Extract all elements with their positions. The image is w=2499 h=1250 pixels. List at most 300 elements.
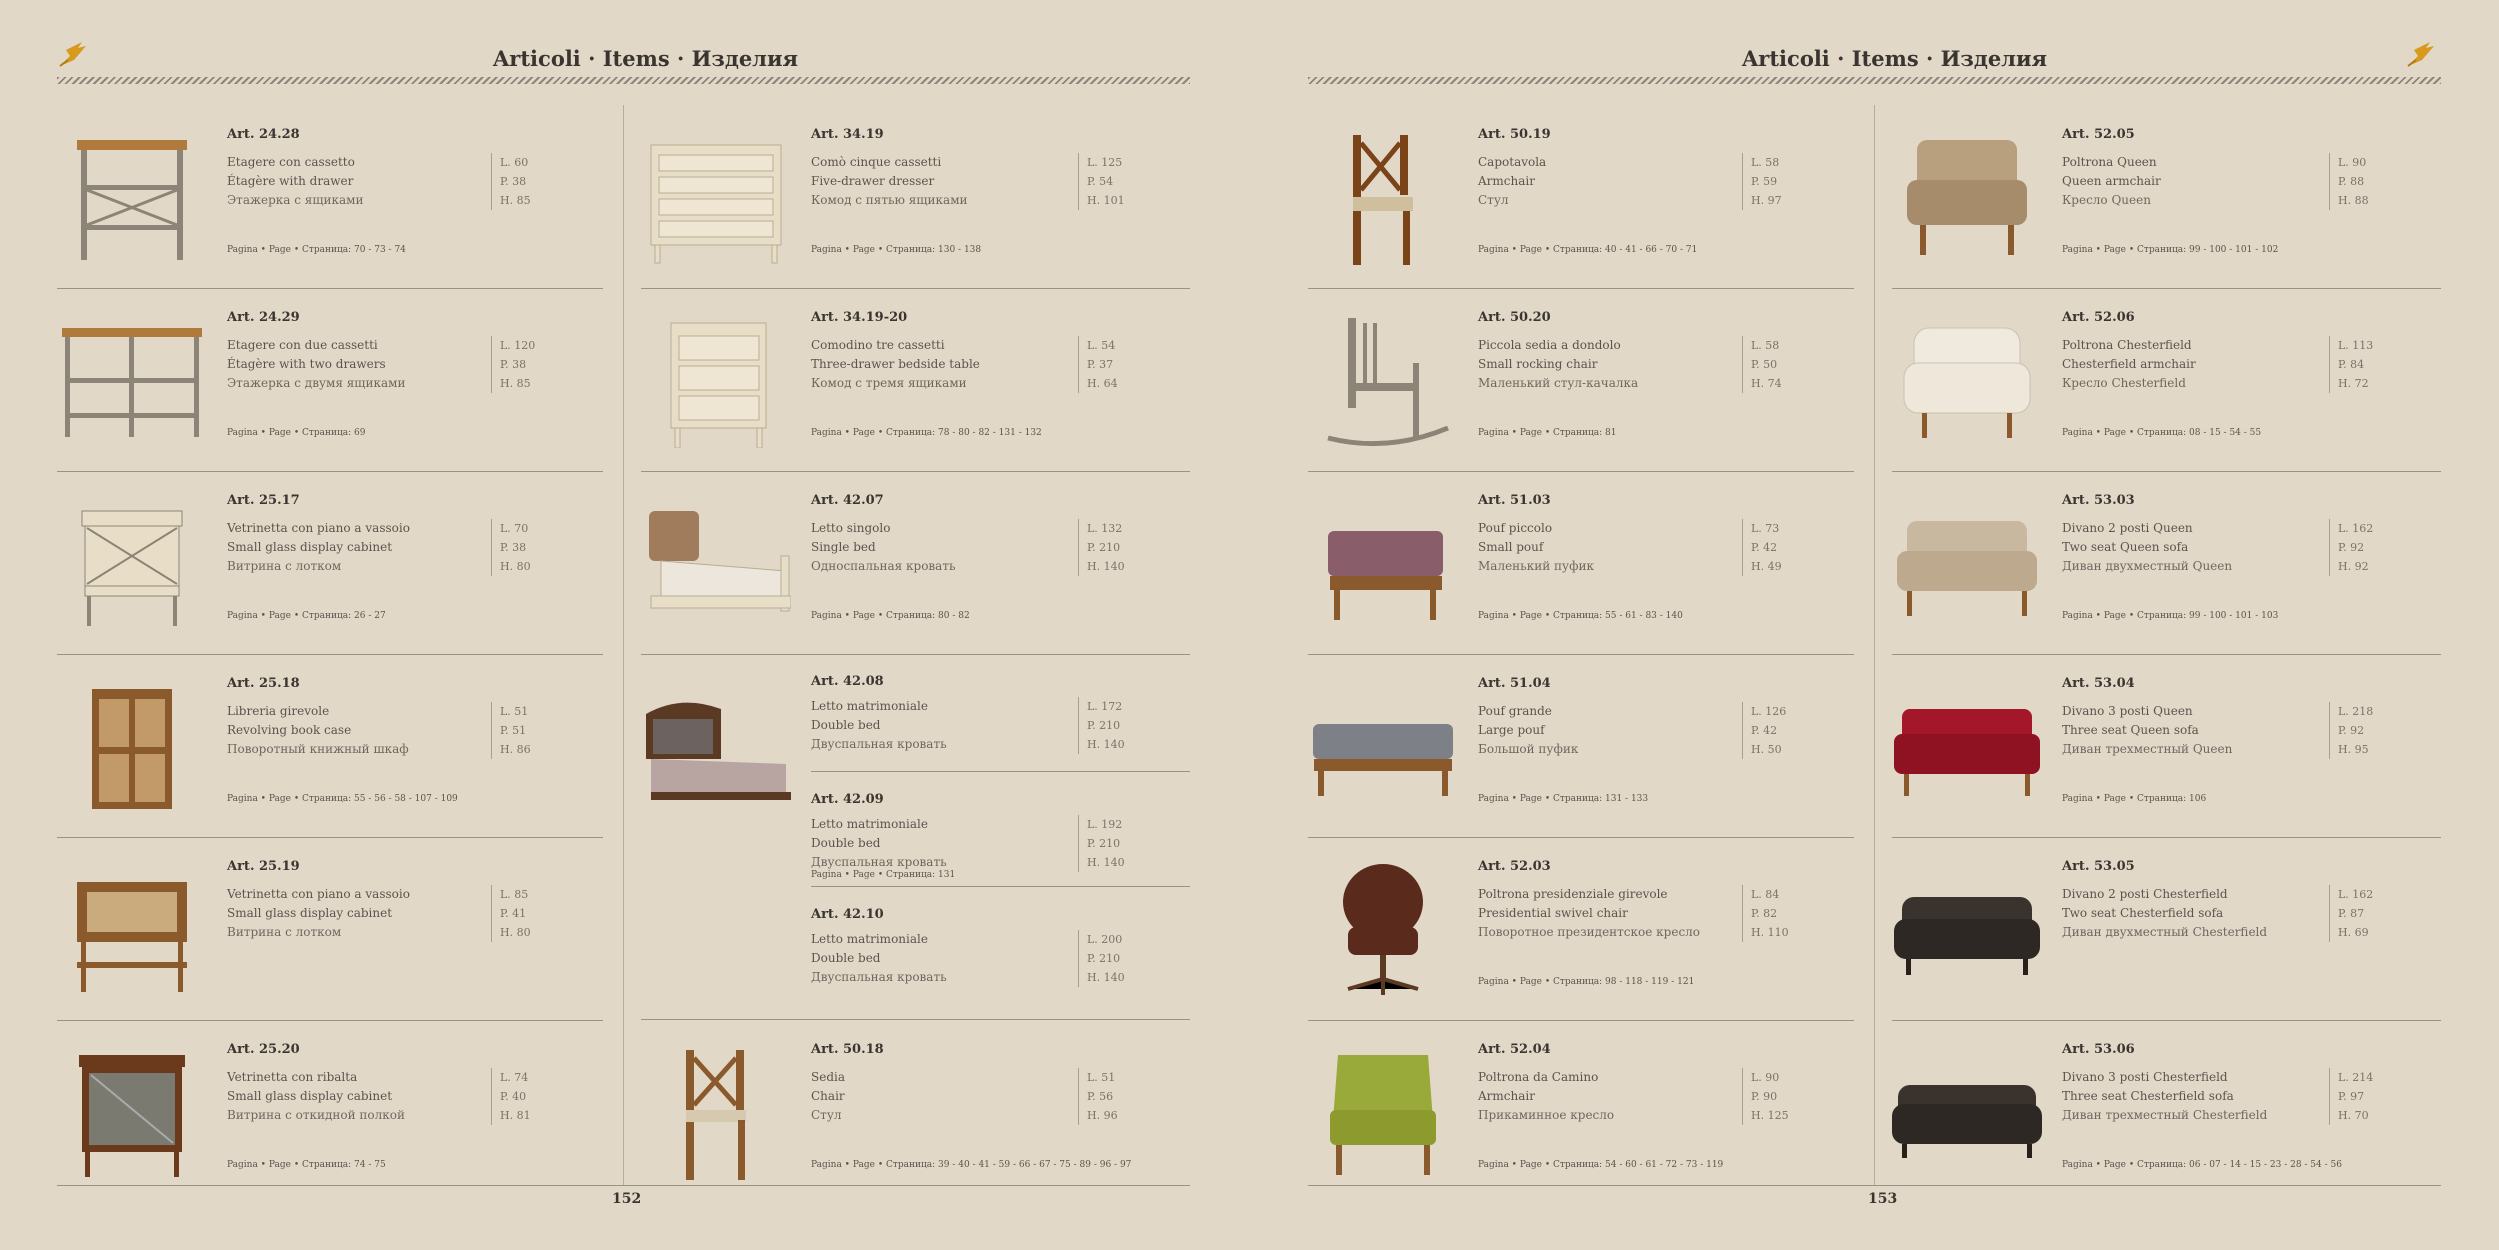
- small-pouf-icon: [1308, 491, 1458, 631]
- item-dimensions: [1742, 885, 1799, 942]
- item-name-en: Revolving book case: [227, 723, 352, 737]
- item-name-it: Piccola sedia a dondolo: [1478, 338, 1621, 352]
- item-name-it: Vetrinetta con ribalta: [227, 1070, 358, 1084]
- item-name-it: Capotavola: [1478, 155, 1547, 169]
- catalog-item: [57, 837, 603, 1021]
- dimension-depth: P. 38: [500, 175, 527, 188]
- item-name-en: Double bed: [811, 836, 881, 850]
- glass-cabinet-icon: [57, 1040, 207, 1180]
- item-info: [2062, 127, 2441, 255]
- item-name-ru: Витрина с лотком: [227, 559, 342, 573]
- item-names: [811, 153, 968, 210]
- item-name-en: Double bed: [811, 718, 881, 732]
- dimension-length: L. 200: [1087, 933, 1123, 946]
- item-name-en: Single bed: [811, 540, 876, 554]
- swivel-chair-icon: [1308, 857, 1458, 997]
- dimension-height: H. 74: [1751, 377, 1782, 390]
- article-number: Art. 52.06: [2062, 310, 2135, 325]
- nightstand-icon: [641, 308, 791, 448]
- dimension-length: L. 73: [1751, 522, 1780, 535]
- dimension-depth: P. 92: [2338, 724, 2365, 737]
- page-references: Pagina • Page • Страница: 08 - 15 - 54 - 55: [2062, 428, 2262, 438]
- item-names: [2062, 1068, 2267, 1125]
- dimension-depth: P. 37: [1087, 358, 1114, 371]
- dimension-height: H. 92: [2338, 560, 2369, 573]
- page-references: Pagina • Page • Страница: 99 - 100 - 101 - 103: [2062, 611, 2279, 621]
- item-info: [1478, 127, 1854, 255]
- item-name-ru: Маленький стул-качалка: [1478, 376, 1639, 390]
- article-number: Art. 53.05: [2062, 859, 2135, 874]
- armchair-wood-icon: [1308, 125, 1458, 265]
- item-names: [811, 697, 947, 754]
- dimension-length: L. 113: [2338, 339, 2374, 352]
- catalog-item: [1892, 1020, 2441, 1204]
- item-dimensions: [1742, 1068, 1799, 1125]
- dimension-depth: P. 42: [1751, 541, 1778, 554]
- dimension-length: L. 51: [1087, 1071, 1116, 1084]
- item-info: [2062, 310, 2441, 438]
- page-references: Pagina • Page • Страница: 98 - 118 - 119 - 121: [1478, 977, 1695, 987]
- dimension-depth: P. 210: [1087, 719, 1121, 732]
- item-dimensions: [1078, 697, 1135, 754]
- dimension-depth: P. 210: [1087, 541, 1121, 554]
- catalog-item: [1892, 105, 2441, 289]
- item-name-ru: Кресло Queen: [2062, 193, 2151, 207]
- article-number: Art. 24.29: [227, 310, 300, 325]
- dimension-height: H. 80: [500, 926, 531, 939]
- item-names: [1478, 1068, 1614, 1125]
- item-names: [2062, 519, 2232, 576]
- catalog-item: [641, 105, 1190, 289]
- catalog-item: [57, 654, 603, 838]
- dimension-depth: P. 210: [1087, 952, 1121, 965]
- item-dimensions: [1078, 336, 1135, 393]
- item-name-it: Letto singolo: [811, 521, 891, 535]
- item-dimensions: [491, 702, 548, 759]
- dimension-height: H. 140: [1087, 856, 1125, 869]
- item-names: [1478, 702, 1578, 759]
- dimension-length: L. 192: [1087, 818, 1123, 831]
- item-dimensions: [1742, 336, 1799, 393]
- item-name-en: Armchair: [1478, 1089, 1535, 1103]
- article-number: Art. 52.05: [2062, 127, 2135, 142]
- item-info: [1478, 676, 1854, 804]
- dimension-depth: P. 210: [1087, 837, 1121, 850]
- item-info: [1478, 310, 1854, 438]
- item-info: [227, 1042, 603, 1170]
- article-number: Art. 50.20: [1478, 310, 1551, 325]
- item-dimensions: [1078, 930, 1135, 987]
- item-names: [811, 519, 956, 576]
- item-name-ru: Односпальная кровать: [811, 559, 956, 573]
- item-name-it: Divano 3 posti Chesterfield: [2062, 1070, 2228, 1084]
- item-names: [227, 336, 405, 393]
- item-info: [227, 676, 603, 804]
- item-name-it: Divano 3 posti Queen: [2062, 704, 2193, 718]
- item-name-ru: Поворотное президентское кресло: [1478, 925, 1701, 939]
- item-dimensions: [1742, 702, 1799, 759]
- article-number: Art. 34.19: [811, 127, 884, 142]
- display-cabinet-wood-icon: [57, 857, 207, 997]
- chair-icon: [641, 1040, 791, 1180]
- item-name-it: Poltrona Queen: [2062, 155, 2157, 169]
- item-names: [811, 930, 947, 987]
- dimension-height: H. 101: [1087, 194, 1125, 207]
- item-name-en: Étagère with drawer: [227, 174, 354, 188]
- brand-logo-icon: [56, 36, 92, 72]
- item-info: [1478, 1042, 1854, 1170]
- catalog-item: [57, 288, 603, 472]
- stacked-double-beds: [641, 654, 1190, 1020]
- item-name-it: Pouf piccolo: [1478, 521, 1553, 535]
- catalog-item: [641, 471, 1190, 655]
- article-number: Art. 53.04: [2062, 676, 2135, 691]
- dimension-depth: P. 87: [2338, 907, 2365, 920]
- item-name-it: Etagere con cassetto: [227, 155, 355, 169]
- dimension-height: H. 140: [1087, 971, 1125, 984]
- item-dimensions: [491, 519, 548, 576]
- dimension-depth: P. 38: [500, 358, 527, 371]
- dimension-length: L. 58: [1751, 339, 1780, 352]
- dimension-height: H. 85: [500, 194, 531, 207]
- bookcase-icon: [57, 674, 207, 814]
- catalog-item: [1308, 654, 1854, 838]
- item-name-it: Etagere con due cassetti: [227, 338, 378, 352]
- item-dimensions: [1742, 519, 1799, 576]
- catalog-item: [1308, 105, 1854, 289]
- item-name-it: Letto matrimoniale: [811, 817, 928, 831]
- item-name-ru: Двуспальная кровать: [811, 855, 947, 869]
- page-references: Pagina • Page • Страница: 70 - 73 - 74: [227, 245, 406, 255]
- item-name-it: Vetrinetta con piano a vassoio: [227, 887, 410, 901]
- article-number: Art. 42.10: [811, 907, 884, 922]
- item-names: [1478, 153, 1546, 210]
- large-pouf-icon: [1308, 674, 1458, 814]
- article-number: Art. 53.03: [2062, 493, 2135, 508]
- page-references: Pagina • Page • Страница: 26 - 27: [227, 611, 386, 621]
- page-references: Pagina • Page • Страница: 81: [1478, 428, 1617, 438]
- item-name-en: Small glass display cabinet: [227, 1089, 393, 1103]
- item-info: [811, 127, 1190, 255]
- page-references: Pagina • Page • Страница: 131 - 133: [1478, 794, 1649, 804]
- item-name-en: Chair: [811, 1089, 845, 1103]
- item-name-en: Five-drawer dresser: [811, 174, 935, 188]
- item-info: [2062, 493, 2441, 621]
- dimension-height: H. 88: [2338, 194, 2369, 207]
- item-info: [227, 310, 603, 438]
- item-dimensions: [2329, 702, 2386, 759]
- item-name-ru: Кресло Chesterfield: [2062, 376, 2186, 390]
- item-name-ru: Диван двухместный Queen: [2062, 559, 2233, 573]
- item-name-it: Poltrona Chesterfield: [2062, 338, 2192, 352]
- item-names: [227, 885, 410, 942]
- dimension-depth: P. 92: [2338, 541, 2365, 554]
- item-name-en: Large pouf: [1478, 723, 1545, 737]
- dimension-height: H. 125: [1751, 1109, 1789, 1122]
- dimension-height: H. 50: [1751, 743, 1782, 756]
- queen-armchair-icon: [1892, 125, 2042, 265]
- page-references: Pagina • Page • Страница: 06 - 07 - 14 - 15 - 23 - 28 - 54 - 56: [2062, 1160, 2342, 1170]
- item-dimensions: [2329, 1068, 2386, 1125]
- catalog-item: [57, 105, 603, 289]
- dimension-length: L. 125: [1087, 156, 1123, 169]
- item-name-it: Comò cinque cassetti: [811, 155, 942, 169]
- item-name-it: Poltrona da Camino: [1478, 1070, 1599, 1084]
- dimension-height: H. 95: [2338, 743, 2369, 756]
- page-references: Pagina • Page • Страница: 55 - 56 - 58 - 107 - 109: [227, 794, 458, 804]
- item-name-en: Two seat Chesterfield sofa: [2062, 906, 2224, 920]
- catalog-item: [811, 654, 1190, 772]
- item-info: [811, 493, 1190, 621]
- dimension-depth: P. 59: [1751, 175, 1778, 188]
- item-name-en: Étagère with two drawers: [227, 357, 386, 371]
- item-info: [811, 310, 1190, 438]
- article-number: Art. 50.19: [1478, 127, 1551, 142]
- display-cabinet-icon: [57, 491, 207, 631]
- dimension-height: H. 110: [1751, 926, 1789, 939]
- article-number: Art. 25.19: [227, 859, 300, 874]
- item-name-it: Divano 2 posti Queen: [2062, 521, 2193, 535]
- page-references: Pagina • Page • Страница: 106: [2062, 794, 2207, 804]
- item-names: [227, 519, 410, 576]
- item-name-it: Comodino tre cassetti: [811, 338, 945, 352]
- etagere-icon: [57, 125, 207, 265]
- page-references: Pagina • Page • Страница: 74 - 75: [227, 1160, 386, 1170]
- left-page: [0, 0, 1249, 1250]
- item-name-it: Vetrinetta con piano a vassoio: [227, 521, 410, 535]
- item-name-it: Libreria girevole: [227, 704, 330, 718]
- catalog-item: [811, 887, 1190, 1020]
- dimension-length: L. 172: [1087, 700, 1123, 713]
- dimension-depth: P. 84: [2338, 358, 2365, 371]
- single-bed-icon: [641, 491, 791, 631]
- item-name-it: Sedia: [811, 1070, 845, 1084]
- item-info: [2062, 676, 2441, 804]
- catalog-item: [1892, 654, 2441, 838]
- queen-sofa-3-icon: [1892, 674, 2042, 814]
- item-name-ru: Стул: [1478, 193, 1509, 207]
- item-names: [1478, 885, 1700, 942]
- article-number: Art. 25.18: [227, 676, 300, 691]
- dimension-length: L. 162: [2338, 888, 2374, 901]
- article-number: Art. 51.03: [1478, 493, 1551, 508]
- catalog-item: [57, 471, 603, 655]
- header-hatch-rule: [1308, 77, 2441, 84]
- dimension-length: L. 90: [2338, 156, 2367, 169]
- item-name-en: Small glass display cabinet: [227, 906, 393, 920]
- dimension-length: L. 70: [500, 522, 529, 535]
- item-name-en: Three-drawer bedside table: [811, 357, 980, 371]
- dimension-depth: P. 42: [1751, 724, 1778, 737]
- item-info: [2062, 1042, 2441, 1170]
- item-names: [2062, 336, 2196, 393]
- item-dimensions: [1078, 1068, 1135, 1125]
- item-name-ru: Двуспальная кровать: [811, 737, 947, 751]
- dimension-depth: P. 88: [2338, 175, 2365, 188]
- dimension-height: H. 85: [500, 377, 531, 390]
- item-name-ru: Маленький пуфик: [1478, 559, 1594, 573]
- item-name-ru: Диван трехместный Queen: [2062, 742, 2233, 756]
- dimension-height: H. 140: [1087, 738, 1125, 751]
- article-number: Art. 42.08: [811, 674, 884, 689]
- dimension-length: L. 214: [2338, 1071, 2374, 1084]
- etagere-wide-icon: [57, 308, 207, 448]
- page-references: Pagina • Page • Страница: 69: [227, 428, 366, 438]
- item-name-en: Small pouf: [1478, 540, 1544, 554]
- article-number: Art. 42.09: [811, 792, 884, 807]
- article-number: Art. 42.07: [811, 493, 884, 508]
- item-info: [811, 1042, 1190, 1170]
- dimension-depth: P. 40: [500, 1090, 527, 1103]
- item-names: [811, 1068, 845, 1125]
- header-hatch-rule: [57, 77, 1190, 84]
- column-divider: [1874, 105, 1875, 1185]
- dimension-depth: P. 56: [1087, 1090, 1114, 1103]
- dimension-length: L. 54: [1087, 339, 1116, 352]
- catalog-item: [1308, 288, 1854, 472]
- item-names: [1478, 336, 1638, 393]
- item-name-ru: Диван трехместный Chesterfield: [2062, 1108, 2268, 1122]
- dimension-depth: P. 41: [500, 907, 527, 920]
- page-references: Pagina • Page • Страница: 131: [811, 870, 956, 880]
- dimension-length: L. 132: [1087, 522, 1123, 535]
- dresser-icon: [641, 125, 791, 265]
- item-names: [227, 1068, 405, 1125]
- double-bed-icon: [641, 684, 791, 794]
- item-names: [1478, 519, 1594, 576]
- item-name-en: Two seat Queen sofa: [2062, 540, 2189, 554]
- item-name-ru: Диван двухместный Chesterfield: [2062, 925, 2268, 939]
- article-number: Art. 52.03: [1478, 859, 1551, 874]
- catalog-item: [1892, 288, 2441, 472]
- dimension-depth: P. 38: [500, 541, 527, 554]
- dimension-length: L. 90: [1751, 1071, 1780, 1084]
- item-dimensions: [1078, 153, 1135, 210]
- item-dimensions: [491, 153, 548, 210]
- item-dimensions: [491, 1068, 548, 1125]
- dimension-height: H. 97: [1751, 194, 1782, 207]
- item-dimensions: [1078, 519, 1135, 576]
- item-name-it: Divano 2 posti Chesterfield: [2062, 887, 2228, 901]
- article-number: Art. 51.04: [1478, 676, 1551, 691]
- page-header-title: Articoli · Items · Изделия: [1742, 46, 2048, 71]
- catalog-item: [1308, 471, 1854, 655]
- dimension-height: H. 70: [2338, 1109, 2369, 1122]
- dimension-height: H. 72: [2338, 377, 2369, 390]
- dimension-length: L. 84: [1751, 888, 1780, 901]
- queen-sofa-2-icon: [1892, 491, 2042, 631]
- article-number: Art. 52.04: [1478, 1042, 1551, 1057]
- dimension-length: L. 74: [500, 1071, 529, 1084]
- dimension-depth: P. 54: [1087, 175, 1114, 188]
- page-references: Pagina • Page • Страница: 80 - 82: [811, 611, 970, 621]
- page-references: Pagina • Page • Страница: 55 - 61 - 83 - 140: [1478, 611, 1683, 621]
- item-name-ru: Комод с пятью ящиками: [811, 193, 968, 207]
- item-name-ru: Прикаминное кресло: [1478, 1108, 1615, 1122]
- item-names: [811, 815, 947, 872]
- article-number: Art. 53.06: [2062, 1042, 2135, 1057]
- item-name-en: Queen armchair: [2062, 174, 2161, 188]
- catalog-item: [1308, 1020, 1854, 1204]
- item-dimensions: [491, 885, 548, 942]
- column-divider: [623, 105, 624, 1185]
- item-name-en: Small glass display cabinet: [227, 540, 393, 554]
- page-references: Pagina • Page • Страница: 39 - 40 - 41 - 59 - 66 - 67 - 75 - 89 - 96 - 97: [811, 1160, 1132, 1170]
- dimension-length: L. 60: [500, 156, 529, 169]
- item-name-ru: Этажерка с двумя ящиками: [227, 376, 406, 390]
- brand-logo-icon: [2404, 36, 2440, 72]
- dimension-length: L. 162: [2338, 522, 2374, 535]
- item-name-en: Three seat Chesterfield sofa: [2062, 1089, 2234, 1103]
- dimension-length: L. 58: [1751, 156, 1780, 169]
- item-info: [1478, 493, 1854, 621]
- catalog-item: [57, 1020, 603, 1204]
- item-names: [2062, 153, 2161, 210]
- item-name-ru: Витрина с лотком: [227, 925, 342, 939]
- item-names: [227, 153, 364, 210]
- item-name-it: Letto matrimoniale: [811, 932, 928, 946]
- right-page: [1250, 0, 2499, 1250]
- dimension-depth: P. 82: [1751, 907, 1778, 920]
- dimension-height: H. 96: [1087, 1109, 1118, 1122]
- dimension-length: L. 126: [1751, 705, 1787, 718]
- item-name-ru: Большой пуфик: [1478, 742, 1579, 756]
- dimension-height: H. 140: [1087, 560, 1125, 573]
- item-info: [1478, 859, 1854, 987]
- page-number: 152: [612, 1191, 642, 1207]
- item-name-ru: Витрина с откидной полкой: [227, 1108, 405, 1122]
- page-references: Pagina • Page • Страница: 130 - 138: [811, 245, 982, 255]
- item-names: [2062, 885, 2267, 942]
- dimension-length: L. 120: [500, 339, 536, 352]
- article-number: Art. 24.28: [227, 127, 300, 142]
- dimension-height: H. 69: [2338, 926, 2369, 939]
- rocking-chair-icon: [1308, 308, 1458, 448]
- dimension-depth: P. 51: [500, 724, 527, 737]
- item-dimensions: [1742, 153, 1799, 210]
- item-name-it: Letto matrimoniale: [811, 699, 928, 713]
- item-name-ru: Этажерка с ящиками: [227, 193, 364, 207]
- catalog-item: [641, 1020, 1190, 1204]
- chesterfield-sofa-3-icon: [1892, 1040, 2042, 1180]
- item-name-en: Three seat Queen sofa: [2062, 723, 2199, 737]
- item-dimensions: [2329, 336, 2386, 393]
- catalog-item: [1892, 837, 2441, 1021]
- page-references: Pagina • Page • Страница: 40 - 41 - 66 - 70 - 71: [1478, 245, 1698, 255]
- item-info: [2062, 859, 2441, 939]
- item-names: [227, 702, 409, 759]
- dimension-length: L. 51: [500, 705, 529, 718]
- dimension-height: H. 49: [1751, 560, 1782, 573]
- article-number: Art. 34.19-20: [811, 310, 908, 325]
- catalog-item: [1892, 471, 2441, 655]
- catalog-item: [1308, 837, 1854, 1021]
- dimension-height: H. 86: [500, 743, 531, 756]
- article-number: Art. 50.18: [811, 1042, 884, 1057]
- chesterfield-armchair-icon: [1892, 308, 2042, 448]
- dimension-depth: P. 90: [1751, 1090, 1778, 1103]
- item-info: [227, 127, 603, 255]
- item-dimensions: [1078, 815, 1135, 872]
- item-name-ru: Комод с тремя ящиками: [811, 376, 967, 390]
- page-references: Pagina • Page • Страница: 78 - 80 - 82 - 131 - 132: [811, 428, 1042, 438]
- item-dimensions: [2329, 885, 2386, 942]
- item-names: [811, 336, 980, 393]
- item-dimensions: [2329, 153, 2386, 210]
- wingback-chair-icon: [1308, 1040, 1458, 1180]
- item-name-en: Small rocking chair: [1478, 357, 1598, 371]
- item-name-it: Pouf grande: [1478, 704, 1552, 718]
